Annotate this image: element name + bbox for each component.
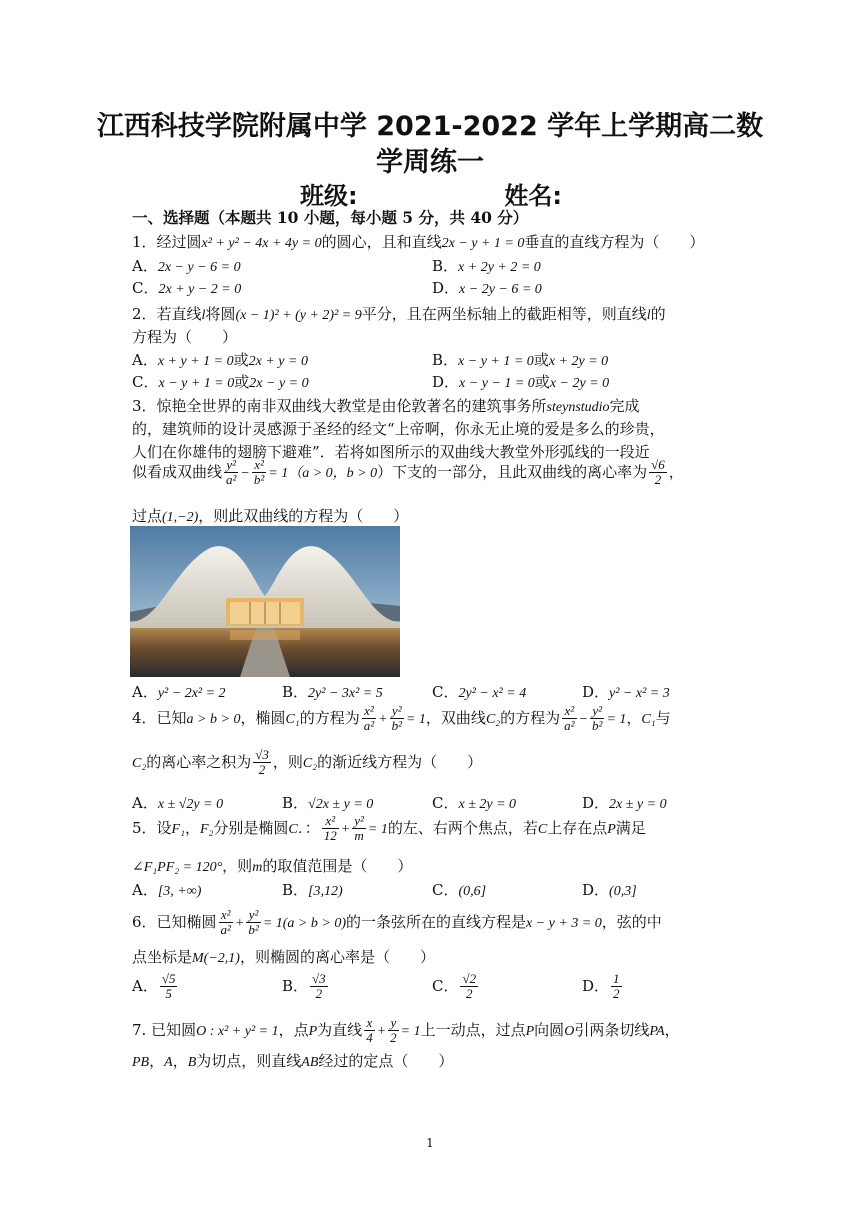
q3-option-a: A．y² − 2x² = 2 <box>132 683 226 701</box>
question-6: 6．已知椭圆 $\frac{\text{x²}}{\text{a²}}$ + $\frac{\text{y²}}{\text{b²}}$ = 1(a > b > 0)的一条弦所在的直线方程是x − y + 3 = 0，弦的中 <box>132 907 662 938</box>
q6-option-a: A． $\frac{√5}{5}$ <box>132 971 176 1002</box>
question-6-line-2: 点坐标是M(−2,1)，则椭圆的离心率是（ ） <box>132 948 435 966</box>
q5-option-d: D．(0,3] <box>582 881 637 899</box>
q2-option-a: A．x + y + 1 = 0或2x + y = 0 <box>132 351 308 369</box>
q2-option-d: D．x − y − 1 = 0或x − 2y = 0 <box>432 373 610 391</box>
question-2-line-2: 方程为（ ） <box>132 328 238 346</box>
page-title-continued: 学周练一 <box>376 147 484 178</box>
q6-option-c: C． $\frac{√2}{2}$ <box>432 971 477 1002</box>
cathedral-photo <box>130 526 400 677</box>
q6-option-d: D． $\frac{1}{2}$ <box>582 971 620 1002</box>
q4-option-c: C．x ± 2y = 0 <box>432 794 517 812</box>
question-3-line-4: 似看成双曲线 $\frac{\text{y²}}{\text{a²}}$ − $\frac{\text{x²}}{\text{b²}}$ = 1（a > 0，b > 0）下支的一部分，且此双曲线的离心率为 $\frac{√6}{2}$ ， <box>132 457 684 488</box>
q1-text-pre: 1．经过圆 <box>132 233 202 251</box>
question-3: 3．惊艳全世界的南非双曲线大教堂是由伦敦著名的建筑事务所steynstudio完成 <box>132 397 640 415</box>
q6-option-b: B． $\frac{√3}{2}$ <box>282 971 326 1002</box>
q4-option-d: D．2x ± y = 0 <box>582 794 667 812</box>
q3-option-c: C．2y² − x² = 4 <box>432 683 527 701</box>
page-title: 江西科技学院附属中学 2021-2022 学年上学期高二数 <box>96 111 764 142</box>
q1-circle-equation: x² + y² − 4x + 4y = 0 <box>201 236 322 251</box>
section-heading: 一、选择题（本题共 10 小题，每小题 5 分，共 40 分） <box>132 208 529 227</box>
question-7-line-2: PB，A，B为切点，则直线AB经过的定点（ ） <box>132 1052 454 1070</box>
question-5-line-2: ∠F₁PF₂ = 120°，则m的取值范围是（ ） <box>132 857 413 875</box>
question-3-line-2: 的，建筑师的设计灵感源于圣经的经文“上帝啊，你永无止境的爱是多么的珍贵， <box>132 420 665 438</box>
question-3-line-5: 过点(1,−2)，则此双曲线的方程为（ ） <box>132 507 409 525</box>
q3-fraction-1: $\frac{\text{y²}}{\text{a²}}$ <box>226 457 237 488</box>
q5-option-a: A．[3, +∞) <box>132 881 202 899</box>
q5-option-c: C．(0,6] <box>432 881 487 899</box>
studio-name: steynstudio <box>546 400 610 415</box>
question-7: 7. 已知圆O : x² + y² = 1，点P为直线 $\frac{x}{4}$ + $\frac{y}{2}$ = 1上一动点，过点P向圆O引两条切线PA， <box>132 1015 680 1046</box>
q3-option-d: D．y² − x² = 3 <box>582 683 670 701</box>
question-4-line-2: C₂的离心率之积为 $\frac{√3}{2}$ ，则C₂的渐近线方程为（ ） <box>132 747 483 778</box>
q1-option-d: D．x − 2y − 6 = 0 <box>432 279 542 297</box>
question-3-line-3: 人们在你雄伟的翅膀下避难”．若将如图所示的双曲线大教堂外形弧线的一段近 <box>132 443 650 461</box>
q1-line-equation: 2x − y + 1 = 0 <box>441 236 525 251</box>
q4-option-b: B．√2x ± y = 0 <box>282 794 374 812</box>
name-label: 姓名: <box>504 182 562 210</box>
q2-option-b: B．x − y + 1 = 0或x + 2y = 0 <box>432 351 609 369</box>
q1-text-post: 垂直的直线方程为（ ） <box>524 233 705 251</box>
question-1 <box>132 231 704 252</box>
q1-option-a: A．2x − y − 6 = 0 <box>132 257 241 275</box>
q1-option-b: B．x + 2y + 2 = 0 <box>432 257 541 275</box>
q2-option-c: C．x − y + 1 = 0或2x − y = 0 <box>132 373 309 391</box>
question-2: 2．若直线l将圆(x − 1)² + (y + 2)² = 9平分，且在两坐标轴上的截距相等，则直线l的 <box>132 305 666 323</box>
class-label: 班级: <box>300 182 358 210</box>
question-4: 4．已知a > b > 0，椭圆C₁的方程为 $\frac{\text{x²}}{\text{a²}}$ + $\frac{\text{y²}}{\text{b²}}$ = 1，双曲线C₂的方程为 $\frac{\text{x²}}{\text{a²}}$ − $\frac{\text{y²}}{\text{b²}}$ = 1，C₁与 <box>132 703 671 734</box>
q5-option-b: B．[3,12) <box>282 881 343 899</box>
q1-option-c: C．2x + y − 2 = 0 <box>132 279 242 297</box>
q3-fraction-2: $\frac{\text{x²}}{\text{b²}}$ <box>253 457 265 488</box>
question-5: 5．设F₁，F₂分别是椭圆C．： $\frac{\text{x²}}{12}$ + $\frac{\text{y²}}{m}$ = 1的左、右两个焦点，若C上存在点P满足 <box>132 813 646 844</box>
q4-option-a: A．x ± √2y = 0 <box>132 794 224 812</box>
page-number: 1 <box>426 1136 434 1150</box>
q3-option-b: B．2y² − 3x² = 5 <box>282 683 383 701</box>
q3-eccentricity: $\frac{√6}{2}$ <box>651 457 665 488</box>
cathedral-image <box>130 526 400 677</box>
q1-text-mid: 的圆心，且和直线 <box>321 233 442 251</box>
